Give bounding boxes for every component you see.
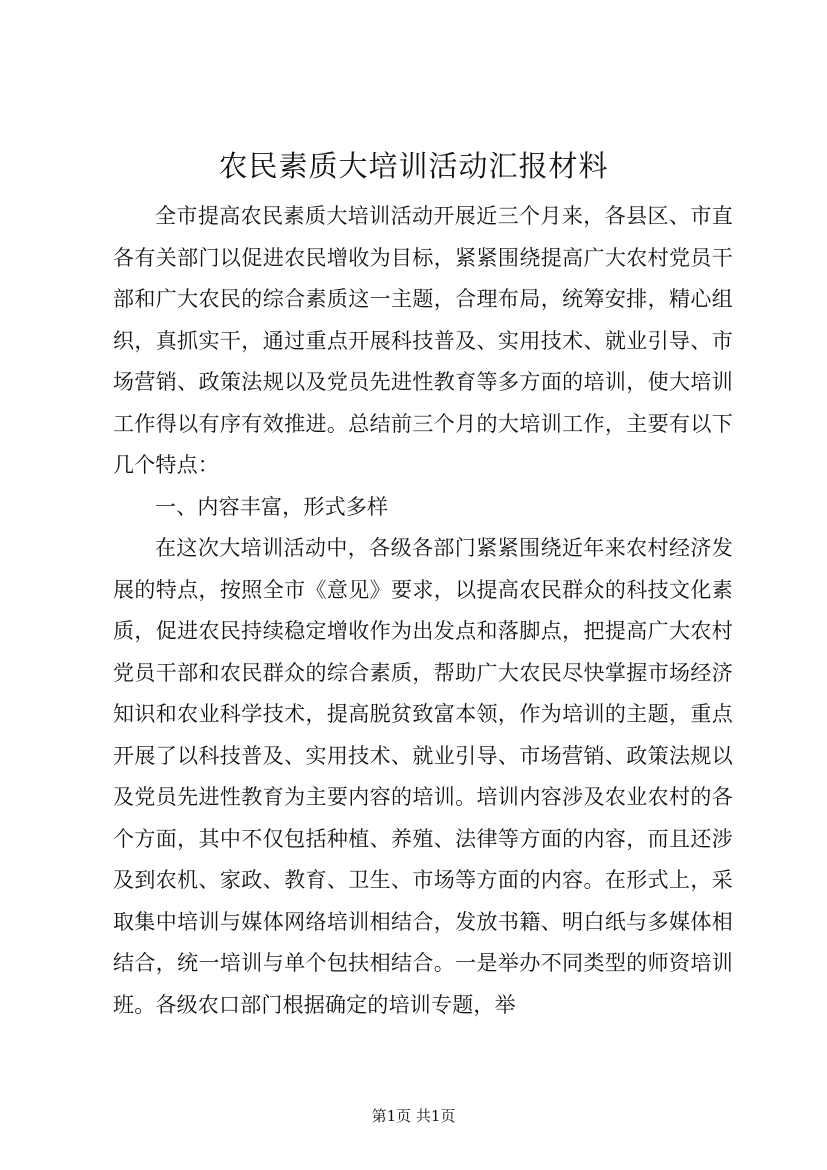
paragraph-intro: 全市提高农民素质大培训活动开展近三个月来，各县区、市直各有关部门以促进农民增收为目标，紧紧围绕提高广大农村党员干部和广大农民的综合素质这一主题，合理布局，统筹安排，精心组织，真抓实干，通过重点开展科技普及、实用技术、就业引导、市场营销、政策法规以及党员先进性教育等多方面的培训，使大培训工作得以有序有效推进。总结前三个月的大培训工作，主要有以下几个特点： [113,204,733,477]
paragraph-section-1: 在这次大培训活动中，各级各部门紧紧围绕近年来农村经济发展的特点，按照全市《意见》要求，以提高农民群众的科技文化素质，促进农民持续稳定增收作为出发点和落脚点，把提高广大农村党员干部和农民群众的综合素质，帮助广大农民尽快掌握市场经济知识和农业科学技术，提高脱贫致富本领，作为培训的主题，重点开展了以科技普及、实用技术、就业引导、市场营销、政策法规以及党员先进性教育为主要内容的培训。培训内容涉及农业农村的各个方面，其中不仅包括种植、养殖、法律等方面的内容，而且还涉及到农机、家政、教育、卫生、市场等方面的内容。在形式上，采取集中培训与媒体网络培训相结合，发放书籍、明白纸与多媒体相结合，统一培训与单个包扶相结合。一是举办不同类型的师资培训班。各级农口部门根据确定的培训专题，举 [113,536,733,1017]
document-title: 农民素质大培训活动汇报材料 [218,149,609,183]
page-footer: 第1页 共1页 [371,1107,456,1125]
document-body [113,196,733,1026]
section-heading-1: 一、内容丰富，形式多样 [155,494,389,519]
